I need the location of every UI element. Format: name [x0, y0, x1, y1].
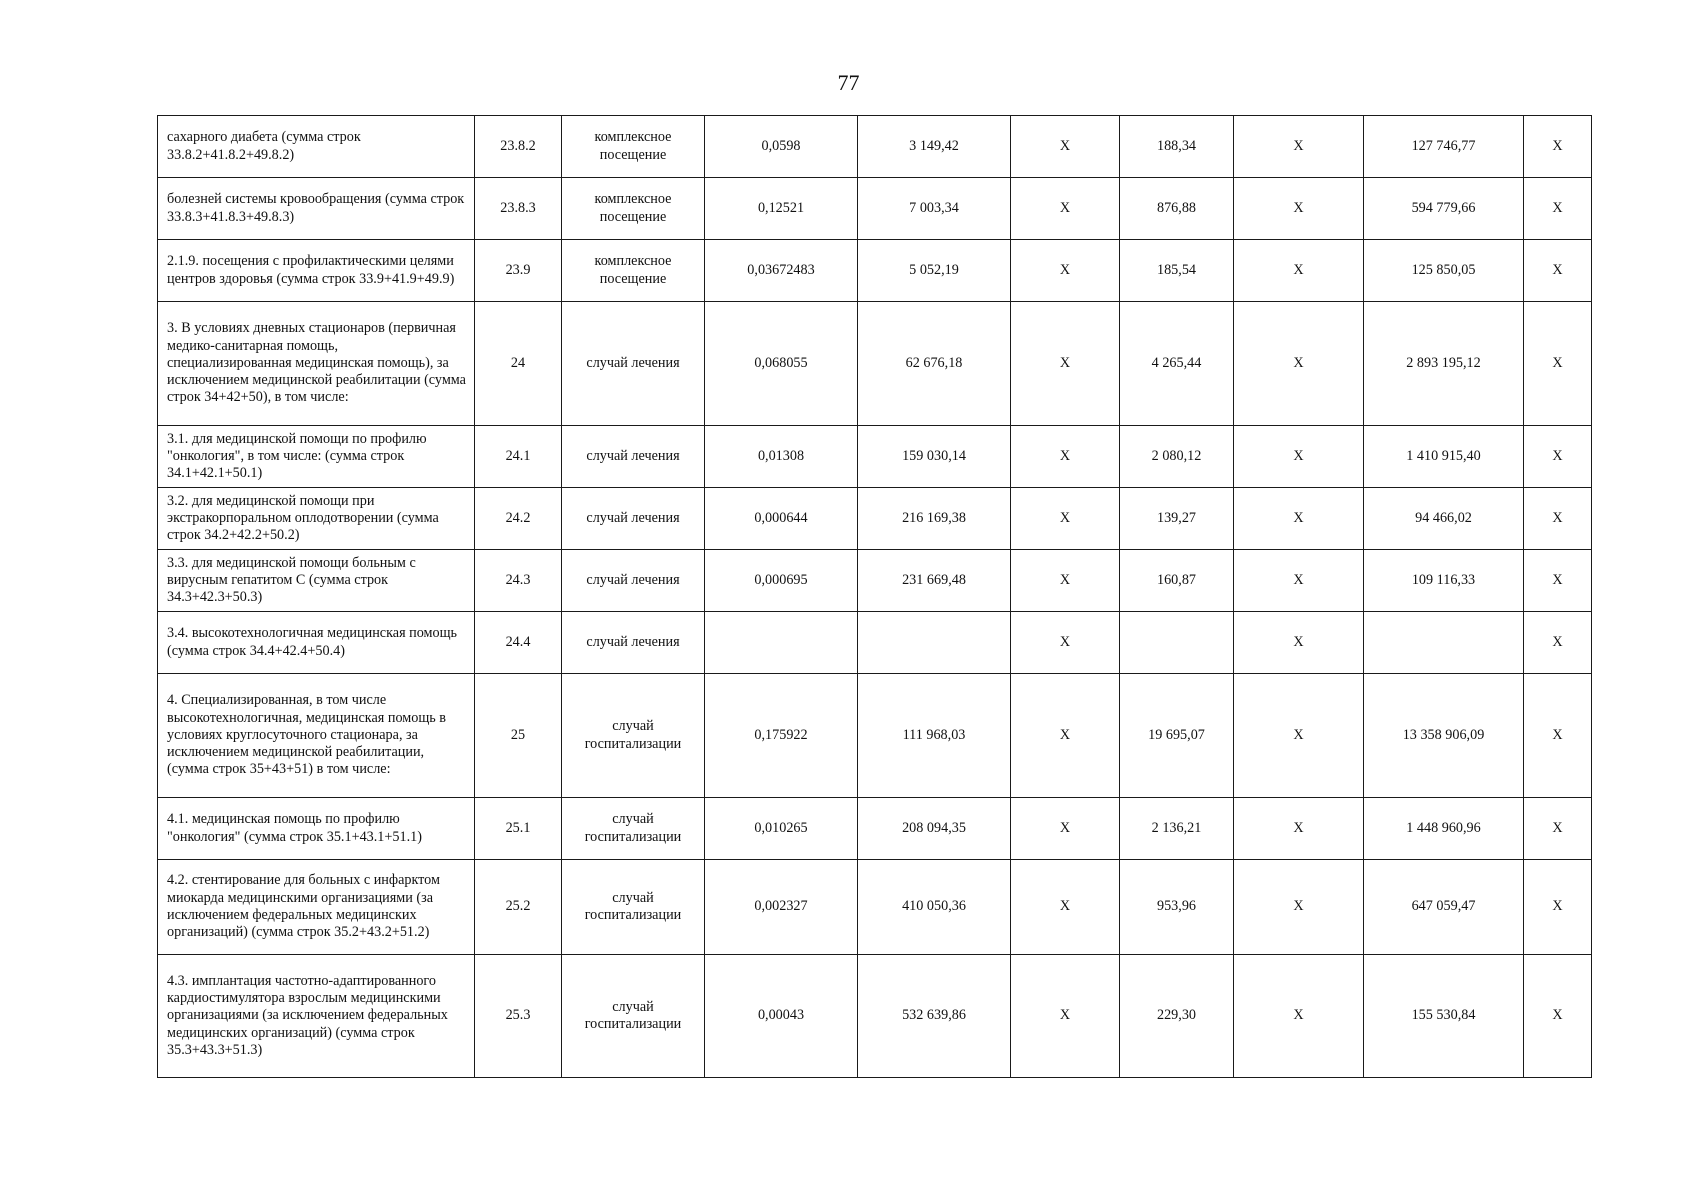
row-code: 23.8.2: [475, 116, 562, 178]
row-unit: случай лечения: [562, 302, 705, 426]
row-per-capita: 188,34: [1120, 116, 1234, 178]
row-x-mark: X: [1234, 860, 1364, 955]
row-per-capita: 185,54: [1120, 240, 1234, 302]
row-total: 647 059,47: [1364, 860, 1524, 955]
row-x-mark: X: [1234, 798, 1364, 860]
row-x-mark: X: [1524, 178, 1592, 240]
row-cost: 410 050,36: [858, 860, 1011, 955]
row-total: 109 116,33: [1364, 550, 1524, 612]
row-x-mark: X: [1234, 550, 1364, 612]
page-number: 77: [837, 70, 860, 95]
row-x-mark: X: [1234, 116, 1364, 178]
row-per-capita: 876,88: [1120, 178, 1234, 240]
row-volume: 0,000695: [705, 550, 858, 612]
row-x-mark: X: [1524, 550, 1592, 612]
row-x-mark: X: [1524, 302, 1592, 426]
row-total: 127 746,77: [1364, 116, 1524, 178]
row-name: сахарного диабета (сумма строк 33.8.2+41.8.2+49.8.2): [158, 116, 475, 178]
row-volume: [705, 612, 858, 674]
row-code: 25.3: [475, 955, 562, 1078]
row-volume: 0,000644: [705, 488, 858, 550]
row-x-mark: X: [1524, 674, 1592, 798]
row-code: 24.3: [475, 550, 562, 612]
row-x-mark: X: [1524, 955, 1592, 1078]
row-volume: 0,175922: [705, 674, 858, 798]
row-x-mark: X: [1234, 302, 1364, 426]
row-code: 24.2: [475, 488, 562, 550]
row-x-mark: X: [1011, 178, 1120, 240]
row-name: болезней системы кровообращения (сумма строк 33.8.3+41.8.3+49.8.3): [158, 178, 475, 240]
row-x-mark: X: [1011, 674, 1120, 798]
row-x-mark: X: [1234, 240, 1364, 302]
row-unit: случай лечения: [562, 488, 705, 550]
table-row: [158, 798, 1592, 860]
row-cost: 111 968,03: [858, 674, 1011, 798]
row-unit: комплексное посещение: [562, 116, 705, 178]
table-row: [158, 860, 1592, 955]
row-per-capita: 160,87: [1120, 550, 1234, 612]
row-name: 3.3. для медицинской помощи больным с вирусным гепатитом С (сумма строк 34.3+42.3+50.3): [158, 550, 475, 612]
row-cost: 216 169,38: [858, 488, 1011, 550]
row-code: 24.1: [475, 426, 562, 488]
row-per-capita: 2 136,21: [1120, 798, 1234, 860]
row-name: 4.2. стентирование для больных с инфарктом миокарда медицинскими организациями (за исключением федеральных медицинских организаций) (сумма строк 35.2+43.2+51.2): [158, 860, 475, 955]
row-x-mark: X: [1234, 488, 1364, 550]
row-per-capita: 19 695,07: [1120, 674, 1234, 798]
row-x-mark: X: [1234, 426, 1364, 488]
row-name: 3. В условиях дневных стационаров (первичная медико-санитарная помощь, специализированная медицинская помощь), за исключением медицинской реабилитации (сумма строк 34+42+50), в том числе:: [158, 302, 475, 426]
table-row: [158, 955, 1592, 1078]
row-total: 1 448 960,96: [1364, 798, 1524, 860]
table-row: [158, 612, 1592, 674]
row-total: 94 466,02: [1364, 488, 1524, 550]
row-per-capita: [1120, 612, 1234, 674]
row-x-mark: X: [1524, 860, 1592, 955]
row-cost: 231 669,48: [858, 550, 1011, 612]
row-volume: 0,03672483: [705, 240, 858, 302]
row-volume: 0,00043: [705, 955, 858, 1078]
row-total: 594 779,66: [1364, 178, 1524, 240]
table-row: [158, 426, 1592, 488]
row-per-capita: 2 080,12: [1120, 426, 1234, 488]
row-x-mark: X: [1011, 426, 1120, 488]
row-cost: 3 149,42: [858, 116, 1011, 178]
row-cost: 208 094,35: [858, 798, 1011, 860]
row-total: 1 410 915,40: [1364, 426, 1524, 488]
row-x-mark: X: [1524, 612, 1592, 674]
row-name: 2.1.9. посещения с профилактическими целями центров здоровья (сумма строк 33.9+41.9+49.9): [158, 240, 475, 302]
row-x-mark: X: [1011, 488, 1120, 550]
row-x-mark: X: [1011, 798, 1120, 860]
row-cost: 7 003,34: [858, 178, 1011, 240]
row-unit: комплексное посещение: [562, 178, 705, 240]
row-total: 155 530,84: [1364, 955, 1524, 1078]
row-x-mark: X: [1524, 240, 1592, 302]
row-x-mark: X: [1011, 302, 1120, 426]
row-volume: 0,068055: [705, 302, 858, 426]
row-cost: 532 639,86: [858, 955, 1011, 1078]
row-unit: случай госпитализации: [562, 798, 705, 860]
row-volume: 0,0598: [705, 116, 858, 178]
table-row: [158, 550, 1592, 612]
table-row: [158, 116, 1592, 178]
row-code: 24: [475, 302, 562, 426]
row-volume: 0,12521: [705, 178, 858, 240]
row-per-capita: 953,96: [1120, 860, 1234, 955]
table-row: [158, 488, 1592, 550]
row-name: 3.1. для медицинской помощи по профилю "онкология", в том числе: (сумма строк 34.1+42.1+50.1): [158, 426, 475, 488]
row-total: 125 850,05: [1364, 240, 1524, 302]
row-x-mark: X: [1011, 240, 1120, 302]
row-name: 4.3. имплантация частотно-адаптированного кардиостимулятора взрослым медицинскими организациями (за исключением федеральных медицинских организаций) (сумма строк 35.3+43.3+51.3): [158, 955, 475, 1078]
row-x-mark: X: [1524, 426, 1592, 488]
row-unit: случай госпитализации: [562, 860, 705, 955]
row-unit: случай госпитализации: [562, 955, 705, 1078]
row-code: 25.1: [475, 798, 562, 860]
row-x-mark: X: [1234, 674, 1364, 798]
row-code: 23.8.3: [475, 178, 562, 240]
row-x-mark: X: [1234, 612, 1364, 674]
row-cost: 5 052,19: [858, 240, 1011, 302]
row-volume: 0,010265: [705, 798, 858, 860]
table-row: [158, 674, 1592, 798]
row-x-mark: X: [1234, 178, 1364, 240]
row-name: 4. Специализированная, в том числе высокотехнологичная, медицинская помощь в условиях круглосуточного стационара, за исключением медицинской реабилитации, (сумма строк 35+43+51) в том числе:: [158, 674, 475, 798]
row-unit: случай лечения: [562, 550, 705, 612]
row-total: 2 893 195,12: [1364, 302, 1524, 426]
row-name: 3.4. высокотехнологичная медицинская помощь (сумма строк 34.4+42.4+50.4): [158, 612, 475, 674]
row-total: [1364, 612, 1524, 674]
row-per-capita: 139,27: [1120, 488, 1234, 550]
row-cost: 62 676,18: [858, 302, 1011, 426]
data-table: [157, 115, 1592, 1078]
row-code: 23.9: [475, 240, 562, 302]
row-unit: случай госпитализации: [562, 674, 705, 798]
row-x-mark: X: [1011, 550, 1120, 612]
row-x-mark: X: [1011, 860, 1120, 955]
row-x-mark: X: [1524, 488, 1592, 550]
row-name: 4.1. медицинская помощь по профилю "онкология" (сумма строк 35.1+43.1+51.1): [158, 798, 475, 860]
table-row: [158, 178, 1592, 240]
row-unit: случай лечения: [562, 612, 705, 674]
row-x-mark: X: [1524, 116, 1592, 178]
row-volume: 0,01308: [705, 426, 858, 488]
row-cost: [858, 612, 1011, 674]
row-code: 24.4: [475, 612, 562, 674]
row-per-capita: 4 265,44: [1120, 302, 1234, 426]
row-x-mark: X: [1524, 798, 1592, 860]
row-x-mark: X: [1234, 955, 1364, 1078]
row-x-mark: X: [1011, 612, 1120, 674]
row-volume: 0,002327: [705, 860, 858, 955]
table-row: [158, 302, 1592, 426]
row-name: 3.2. для медицинской помощи при экстракорпоральном оплодотворении (сумма строк 34.2+42.2+50.2): [158, 488, 475, 550]
row-code: 25.2: [475, 860, 562, 955]
row-per-capita: 229,30: [1120, 955, 1234, 1078]
row-unit: случай лечения: [562, 426, 705, 488]
table-row: [158, 240, 1592, 302]
row-total: 13 358 906,09: [1364, 674, 1524, 798]
row-unit: комплексное посещение: [562, 240, 705, 302]
row-x-mark: X: [1011, 116, 1120, 178]
row-x-mark: X: [1011, 955, 1120, 1078]
row-code: 25: [475, 674, 562, 798]
row-cost: 159 030,14: [858, 426, 1011, 488]
